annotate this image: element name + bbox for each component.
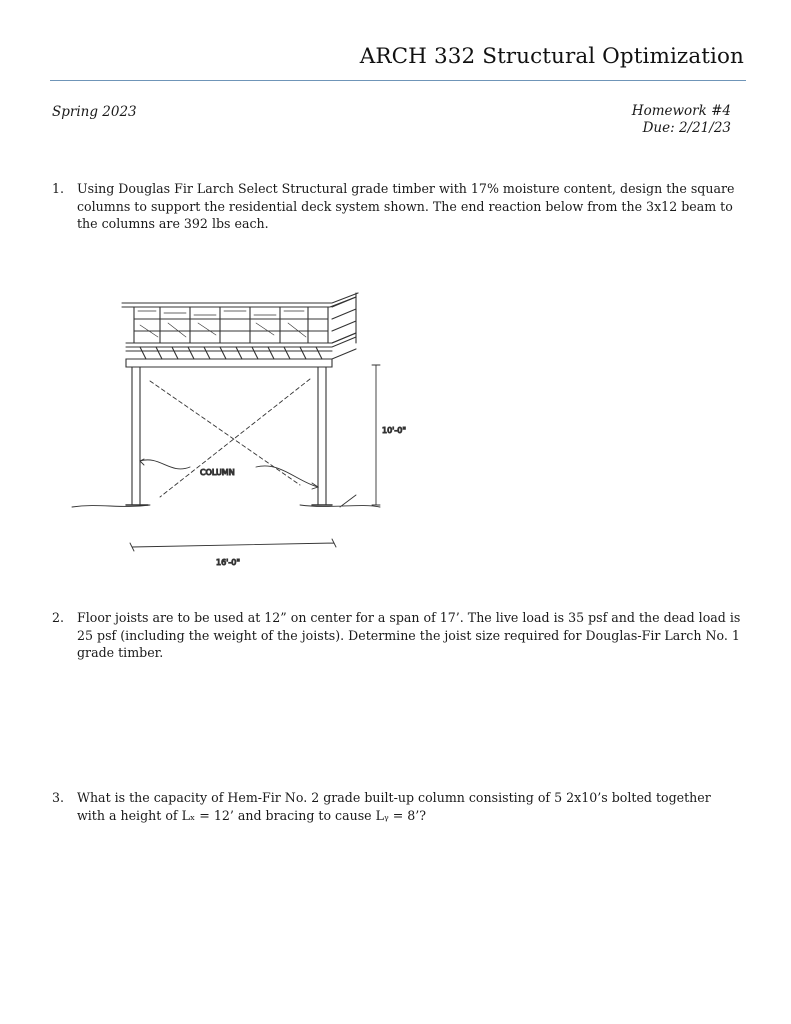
- question-number: 2.: [52, 610, 65, 625]
- deck-sketch-drawing: [60, 285, 460, 575]
- homework-number: Homework #4: [631, 103, 731, 119]
- deck-sketch: [60, 285, 460, 575]
- question-2: [52, 609, 742, 662]
- term-label: Spring 2023: [52, 104, 137, 120]
- due-date: Due: 2/21/23: [642, 120, 731, 136]
- question-text: What is the capacity of Hem-Fir No. 2 grade built-up column consisting of 5 2x10’s bolted together with a height of Lₓ = 12’ and bracing to cause Lᵧ = 8’?: [77, 790, 711, 823]
- width-dimension-label: 16'-0": [216, 558, 241, 567]
- question-3: [52, 789, 742, 824]
- course-title: ARCH 332 Structural Optimization: [359, 44, 744, 69]
- question-1: [52, 180, 742, 233]
- height-dimension-label: 10'-0": [382, 426, 407, 435]
- question-number: 3.: [52, 790, 65, 805]
- question-number: 1.: [52, 181, 65, 196]
- question-text: Using Douglas Fir Larch Select Structural grade timber with 17% moisture content, design the square columns to support the residential deck system shown. The end reaction below from the 3x12 beam to the columns are 392 lbs each.: [77, 181, 735, 231]
- question-text: Floor joists are to be used at 12” on center for a span of 17’. The live load is 35 psf and the dead load is 25 psf (including the weight of the joists). Determine the joist size required for Douglas-Fir Larch No. 1 grade timber.: [77, 610, 741, 660]
- homework-info: [632, 103, 731, 137]
- column-label: COLUMN: [200, 468, 235, 477]
- header-divider: [50, 80, 746, 81]
